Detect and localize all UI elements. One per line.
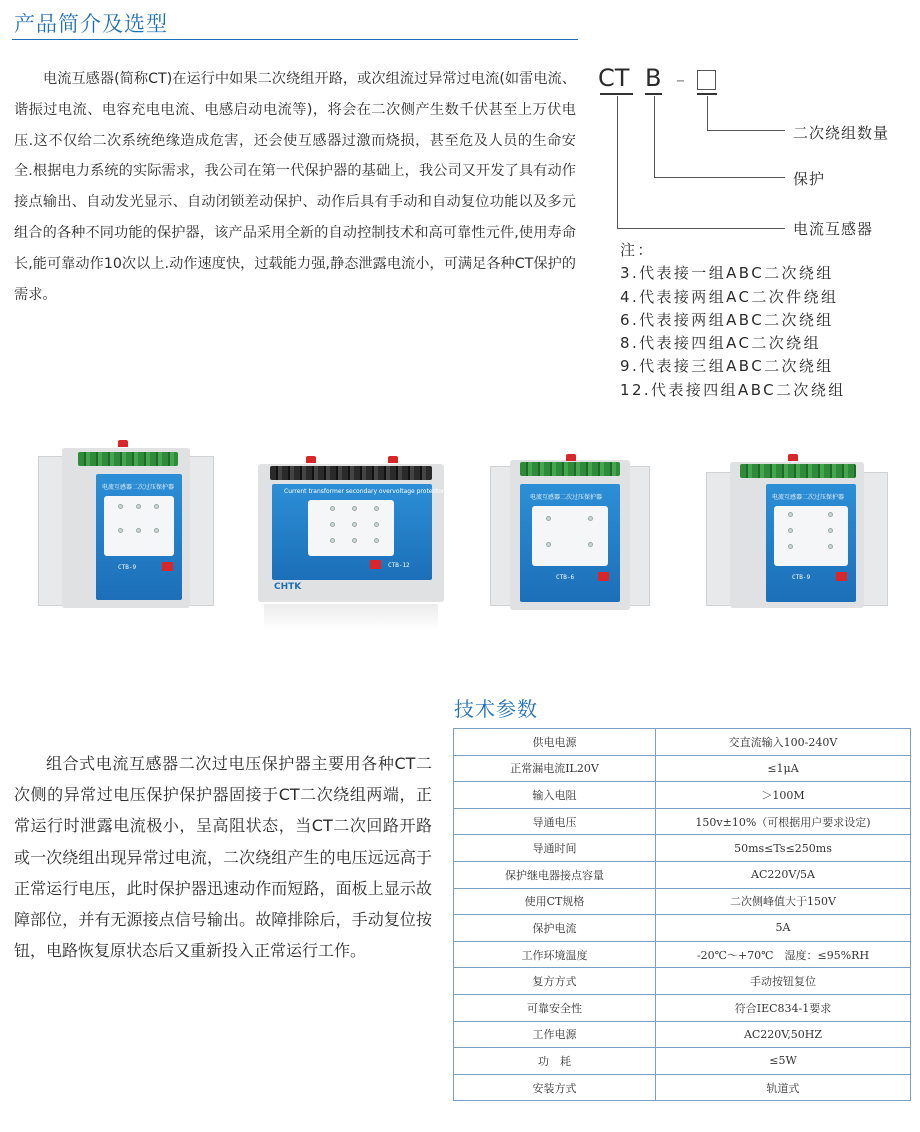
product-image-1 — [38, 440, 214, 616]
note-item: 6.代表接两组ABC二次绕组 — [620, 310, 834, 329]
device-model: CTB-6 — [556, 574, 575, 581]
connector-v-2 — [654, 96, 655, 177]
table-row — [454, 888, 911, 915]
device-title: 电流互感器二次过压保护器 — [772, 494, 845, 501]
brand-logo: CHTK — [274, 582, 302, 592]
underline-box — [697, 93, 717, 95]
reset-button-icon — [162, 562, 173, 571]
terminal-block — [78, 452, 178, 466]
device-title: 电流互感器二次过压保护器 — [102, 484, 175, 491]
connector-h-2 — [654, 177, 785, 178]
table-row — [454, 1021, 911, 1048]
spec-value: 150v±10%（可根据用户要求设定) — [656, 808, 911, 835]
spec-key: 输入电阻 — [454, 782, 656, 809]
device-panel — [520, 484, 620, 602]
label-protection: 保护 — [793, 170, 826, 188]
terminal-block — [520, 462, 620, 476]
reset-button-icon — [370, 560, 381, 569]
led-icon — [828, 544, 833, 549]
spec-key: 工作电源 — [454, 1021, 656, 1048]
led-icon — [118, 504, 123, 509]
led-icon — [118, 528, 123, 533]
indicator-window — [104, 496, 174, 556]
led-icon — [330, 522, 335, 527]
reset-button-icon — [836, 572, 847, 581]
underline-ct — [600, 93, 633, 95]
connector-v-3 — [617, 96, 618, 228]
note-item: 3.代表接一组ABC二次绕组 — [620, 264, 834, 283]
table-row — [454, 755, 911, 782]
reset-button-icon — [598, 572, 609, 581]
device-model: CTB-12 — [388, 562, 410, 569]
table-row — [454, 835, 911, 862]
spec-value: ＞100M — [656, 782, 911, 809]
terminal-block — [740, 464, 856, 478]
spec-key: 保护继电器接点容量 — [454, 861, 656, 888]
section-title: 产品简介及选型 — [14, 12, 168, 36]
note-item: 4.代表接两组AC二次件绕组 — [620, 287, 839, 306]
spec-key: 复方方式 — [454, 968, 656, 995]
code-placeholder-box — [697, 70, 716, 90]
intro-paragraph — [14, 64, 576, 310]
spec-value: 50ms≤Ts≤250ms — [656, 835, 911, 862]
note-item: 9.代表接三组ABC二次绕组 — [620, 357, 834, 376]
spec-key: 可靠安全性 — [454, 994, 656, 1021]
led-icon — [374, 538, 379, 543]
led-icon — [374, 506, 379, 511]
led-icon — [136, 528, 141, 533]
red-tab — [788, 454, 798, 461]
spec-key: 安装方式 — [454, 1074, 656, 1101]
dev-rail — [186, 456, 214, 606]
connector-h-1 — [707, 130, 785, 131]
led-icon — [828, 528, 833, 533]
red-tab — [118, 440, 128, 447]
connector-h-3 — [617, 228, 785, 229]
table-row — [454, 1074, 911, 1101]
table-row — [454, 968, 911, 995]
indicator-window — [532, 506, 608, 566]
description-text: 组合式电流互感器二次过电压保护器主要用各种CT二次侧的异常过电压保护保护器固接于CT二次绕组两端，正常运行时泄露电流极小，呈高阻状态，当CT二次回路开路或一次绕组出现异常过电流，二次绕组产生的电压远远高于正常运行电压，此时保护器迅速动作而短路，面板上显示故障部位，并有无源接点信号输出。故障排除后，手动复位按钮，电路恢复原状态后又重新投入正常运行工作。 — [14, 754, 432, 961]
spec-value: 手动按钮复位 — [656, 968, 911, 995]
underline-b — [645, 93, 662, 95]
spec-value: 二次侧峰值大于150V — [656, 888, 911, 915]
table-row — [454, 1048, 911, 1075]
notes-heading: 注： — [620, 241, 655, 259]
led-icon — [374, 522, 379, 527]
note-item: 12.代表接四组ABC二次绕组 — [620, 380, 846, 399]
led-icon — [588, 516, 593, 521]
table-row — [454, 915, 911, 942]
red-tab — [306, 456, 316, 463]
product-image-4 — [706, 454, 888, 626]
label-current-transformer: 电流互感器 — [793, 220, 874, 238]
device-panel — [766, 484, 856, 602]
spec-value: 交直流输入100-240V — [656, 729, 911, 756]
device-model: CTB-9 — [118, 564, 137, 571]
led-icon — [154, 504, 159, 509]
table-row — [454, 941, 911, 968]
spec-key: 保护电流 — [454, 915, 656, 942]
spec-value: ≤5W — [656, 1048, 911, 1075]
terminal-block — [270, 466, 432, 480]
led-icon — [546, 516, 551, 521]
led-icon — [788, 512, 793, 517]
connector-v-1 — [707, 96, 708, 130]
spec-table — [453, 728, 911, 1101]
spec-key: 正常漏电流IL20V — [454, 755, 656, 782]
spec-value: ≤1μA — [656, 755, 911, 782]
led-icon — [788, 528, 793, 533]
code-part-ct: CT — [598, 64, 630, 92]
table-row — [454, 808, 911, 835]
product-photos — [0, 440, 920, 640]
spec-key: 导通电压 — [454, 808, 656, 835]
spec-key: 供电电源 — [454, 729, 656, 756]
indicator-window — [774, 506, 848, 566]
red-tab — [388, 456, 398, 463]
intro-text: 电流互感器(简称CT)在运行中如果二次绕组开路，或次组流过异常过电流(如雷电流、谐振过电流、电容充电电流、电感启动电流等)，将会在二次侧产生数千伏甚至上万伏电压.这不仅给二次系统绝缘造成危害，还会使互感器过激而烧损，甚至危及人员的生命安全.根据电力系统的实际需求，我公司在第一代保护器的基础上，我公司又开发了具有动作接点输出、自动发光显示、自动闭锁差动保护、动作后具有手动和自动复位功能以及多元组合的各种不同功能的保护器，该产品采用全新的自动控制技术和高可靠性元件,使用寿命长,能可靠动作10次以上.动作速度快，过载能力强,静态泄露电流小，可满足各种CT保护的需求。 — [14, 71, 576, 303]
spec-key: 使用CT规格 — [454, 888, 656, 915]
led-icon — [154, 528, 159, 533]
table-row — [454, 782, 911, 809]
led-icon — [352, 522, 357, 527]
code-part-b: B — [645, 64, 662, 92]
led-icon — [588, 542, 593, 547]
device-model: CTB-9 — [792, 574, 811, 581]
spec-key: 导通时间 — [454, 835, 656, 862]
spec-value: AC220V,50HZ — [656, 1021, 911, 1048]
device-title: Current transformer secondary overvoltage protector — [284, 488, 445, 495]
led-icon — [788, 544, 793, 549]
table-row — [454, 729, 911, 756]
led-icon — [330, 506, 335, 511]
label-winding-count: 二次绕组数量 — [793, 124, 890, 142]
led-icon — [828, 512, 833, 517]
spec-value: 轨道式 — [656, 1074, 911, 1101]
device-panel — [272, 484, 445, 580]
product-image-3 — [490, 454, 650, 626]
led-icon — [352, 506, 357, 511]
table-row — [454, 861, 911, 888]
spec-value: -20℃～+70℃ 湿度：≤95%RH — [656, 941, 911, 968]
device-title: 电流互感器二次过压保护器 — [530, 494, 603, 501]
spec-key: 功 耗 — [454, 1048, 656, 1075]
red-tab — [566, 454, 576, 461]
dev-rail — [860, 472, 888, 606]
reflection — [264, 604, 438, 630]
spec-value: 5A — [656, 915, 911, 942]
led-icon — [136, 504, 141, 509]
indicator-window — [308, 500, 394, 556]
title-underline — [12, 39, 578, 40]
code-dash: – — [676, 70, 685, 91]
led-icon — [330, 538, 335, 543]
spec-key: 工作环境温度 — [454, 941, 656, 968]
led-icon — [352, 538, 357, 543]
product-image-2 — [258, 454, 444, 630]
note-item: 8.代表接四组AC二次绕组 — [620, 334, 821, 353]
model-notes — [620, 239, 846, 402]
description-paragraph — [14, 748, 432, 966]
led-icon — [546, 542, 551, 547]
table-row — [454, 994, 911, 1021]
device-panel — [96, 474, 182, 600]
spec-value: AC220V/5A — [656, 861, 911, 888]
tech-params-title: 技术参数 — [454, 697, 538, 721]
spec-value: 符合IEC834-1要求 — [656, 994, 911, 1021]
